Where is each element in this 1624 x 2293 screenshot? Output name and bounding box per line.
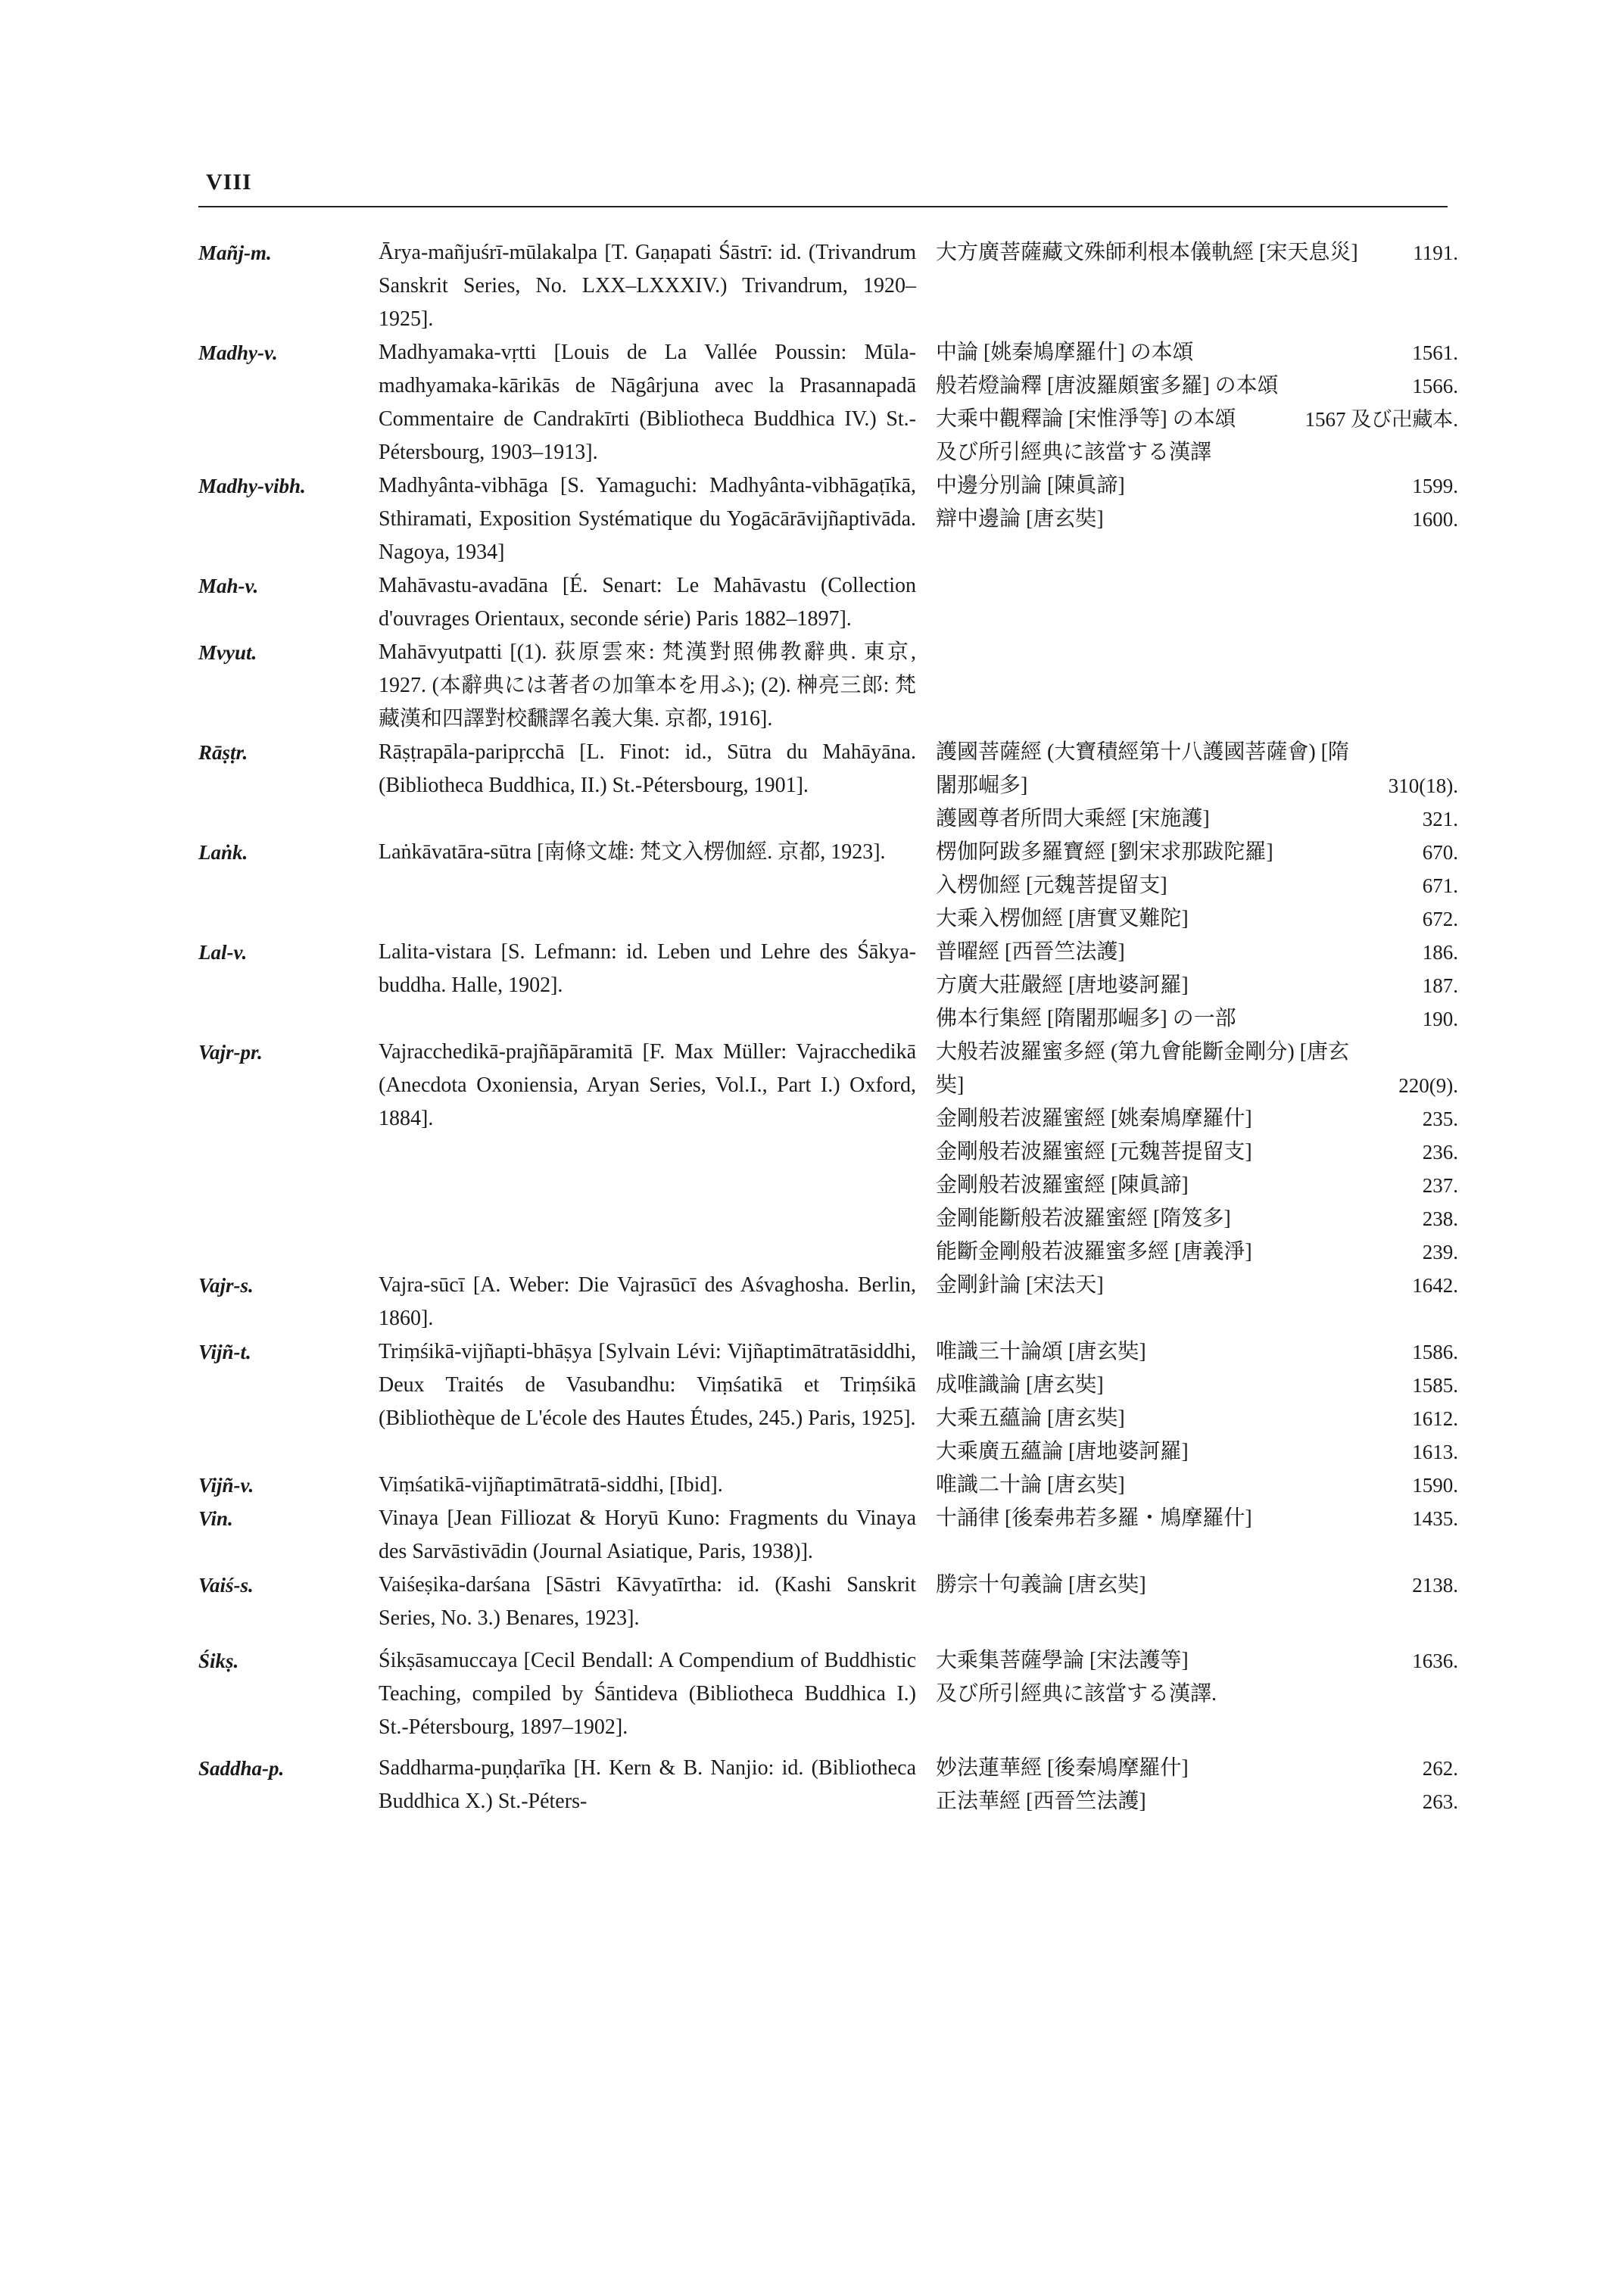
reference-number: 262. — [1422, 1757, 1458, 1780]
reference-item — [936, 1102, 1466, 1136]
entry-row — [0, 1335, 1624, 1469]
reference-item — [936, 1202, 1466, 1235]
reference-number: 238. — [1422, 1207, 1458, 1230]
entry-abbreviation: Lal-v. — [198, 941, 248, 964]
entry-abbreviation: Saddha-p. — [198, 1757, 285, 1780]
reference-number: 671. — [1422, 874, 1458, 897]
entry-description: Madhyânta-vibhāga [S. Yamaguchi: Madhyânta-vibhāgaṭīkā, Sthiramati, Exposition Systématique du Yogācārāvijñaptivāda. Nagoya, 1934] — [379, 474, 916, 564]
entry-description: Triṃśikā-vijñapti-bhāṣya [Sylvain Lévi: Vijñaptimātratāsiddhi, Deux Traités de Vasubandhu: Viṃśatikā et Triṃśikā (Bibliothèque de L'école des Hautes Études, 245.) Paris, 1925]. — [379, 1340, 916, 1430]
reference-title: 護國菩薩經 (大寶積經第十八護國菩薩會) [隋闍那崛多] — [936, 740, 1349, 797]
reference-number: 1435. — [1412, 1507, 1458, 1530]
reference-title: 楞伽阿跋多羅寶經 [劉宋求那跋陀羅] — [936, 840, 1273, 864]
reference-item — [936, 1136, 1466, 1169]
entry-references — [936, 1469, 1466, 1502]
reference-number: 2138. — [1412, 1574, 1458, 1597]
reference-number: 1561. — [1412, 341, 1458, 364]
reference-number: 190. — [1422, 1008, 1458, 1030]
entry-description: Śikṣāsamuccaya [Cecil Bendall: A Compendium of Buddhistic Teaching, compiled by Śāntideva (Bibliotheca Buddhica I.) St.-Pétersbourg, 1897–1902]. — [379, 1649, 916, 1739]
reference-item — [936, 336, 1466, 369]
entry-description: Rāṣṭrapāla-paripṛcchā [L. Finot: id., Sūtra du Mahāyāna. (Bibliotheca Buddhica, II.) St.-Pétersbourg, 1901]. — [379, 740, 916, 797]
reference-number: 1590. — [1412, 1474, 1458, 1497]
reference-title: 般若燈論釋 [唐波羅頗蜜多羅] の本頌 — [936, 374, 1279, 397]
entry-row — [0, 936, 1624, 1036]
reference-item — [936, 736, 1466, 802]
entry-row — [0, 336, 1624, 469]
entry-abbreviation: Vajr-s. — [198, 1274, 254, 1297]
entry-row — [0, 236, 1624, 336]
entry-references — [936, 736, 1466, 836]
entry-row — [0, 1752, 1624, 1818]
reference-item — [936, 902, 1466, 936]
reference-item — [936, 1469, 1466, 1502]
reference-item — [936, 1678, 1466, 1711]
reference-title: 大乘五蘊論 [唐玄奘] — [936, 1407, 1125, 1430]
entry-description: Vaiśeṣika-darśana [Sāstri Kāvyatīrtha: id. (Kashi Sanskrit Series, No. 3.) Benares, 1923]. — [379, 1573, 916, 1630]
entry-references — [936, 836, 1466, 936]
reference-title: 及び所引經典に該當する漢譯. — [936, 1682, 1217, 1706]
reference-item — [936, 1235, 1466, 1269]
reference-title: 唯識三十論頌 [唐玄奘] — [936, 1340, 1146, 1363]
reference-title: 方廣大莊嚴經 [唐地婆訶羅] — [936, 974, 1189, 997]
reference-number: 321. — [1422, 808, 1458, 830]
reference-item — [936, 836, 1466, 869]
entry-references — [936, 236, 1466, 269]
reference-item — [936, 236, 1466, 269]
entry-row — [0, 469, 1624, 569]
reference-number: 263. — [1422, 1790, 1458, 1813]
reference-title: 金剛般若波羅蜜經 [陳眞諦] — [936, 1173, 1189, 1197]
entry-description: Saddharma-puṇḍarīka [H. Kern & B. Nanjio: id. (Bibliotheca Buddhica X.) St.-Péters- — [379, 1756, 916, 1813]
reference-number: 1600. — [1412, 508, 1458, 531]
reference-item — [936, 469, 1466, 503]
reference-number: 1586. — [1412, 1341, 1458, 1363]
entry-abbreviation: Laṅk. — [198, 841, 248, 864]
entry-references — [936, 1569, 1466, 1602]
entry-abbreviation: Madhy-vibh. — [198, 475, 306, 497]
reference-number: 1567 及び卍藏本. — [1304, 408, 1458, 431]
reference-item — [936, 369, 1466, 403]
entry-abbreviation: Vaiś-s. — [198, 1574, 254, 1597]
entry-description: Mahāvyutpatti [(1). 荻原雲來: 梵漢對照佛教辭典. 東京, 1927. (本辭典には著者の加筆本を用ふ); (2). 榊亮三郎: 梵藏漢和四譯對校飜譯名義大集. 京都, 1916]. — [379, 640, 916, 731]
reference-title: 金剛能斷般若波羅蜜經 [隋笈多] — [936, 1207, 1231, 1230]
reference-number: 1566. — [1412, 375, 1458, 397]
entry-abbreviation: Mañj-m. — [198, 241, 272, 264]
reference-title: 唯識二十論 [唐玄奘] — [936, 1473, 1125, 1497]
reference-title: 勝宗十句義論 [唐玄奘] — [936, 1573, 1146, 1597]
reference-item — [936, 1335, 1466, 1369]
entry-abbreviation: Rāṣṭr. — [198, 741, 248, 764]
reference-title: 十誦律 [後秦弗若多羅・鳩摩羅什] — [936, 1506, 1252, 1530]
entry-description: Ārya-mañjuśrī-mūlakalpa [T. Gaṇapati Śāstrī: id. (Trivandrum Sanskrit Series, No. LXX–LXXXIV.) Trivandrum, 1920–1925]. — [379, 241, 916, 331]
reference-number: 1599. — [1412, 475, 1458, 497]
reference-number: 1642. — [1412, 1274, 1458, 1297]
entry-abbreviation: Śikṣ. — [198, 1650, 239, 1672]
entry-description: Vinaya [Jean Filliozat & Horyū Kuno: Fragments du Vinaya des Sarvāstivādin (Journal Asiatique, Paris, 1938)]. — [379, 1506, 916, 1563]
entry-references — [936, 469, 1466, 536]
entry-references — [936, 1752, 1466, 1818]
reference-number: 187. — [1422, 974, 1458, 997]
entry-row — [0, 1569, 1624, 1635]
reference-title: 正法華經 [西晉竺法護] — [936, 1790, 1146, 1813]
header-rule — [198, 206, 1448, 207]
entry-abbreviation: Vijñ-v. — [198, 1474, 254, 1497]
reference-item — [936, 1644, 1466, 1678]
reference-item — [936, 969, 1466, 1002]
reference-item — [936, 1502, 1466, 1535]
entry-row — [0, 1502, 1624, 1569]
reference-number: 670. — [1422, 841, 1458, 864]
reference-title: 大乘中觀釋論 [宋惟淨等] の本頌 — [936, 407, 1236, 431]
reference-number: 1636. — [1412, 1650, 1458, 1672]
entry-description: Mahāvastu-avadāna [É. Senart: Le Mahāvastu (Collection d'ouvrages Orientaux, seconde série) Paris 1882–1897]. — [379, 574, 916, 631]
reference-item — [936, 869, 1466, 902]
reference-title: 中邊分別論 [陳眞諦] — [936, 474, 1125, 497]
entry-abbreviation: Vijñ-t. — [198, 1341, 251, 1363]
reference-item — [936, 1785, 1466, 1818]
reference-number: 235. — [1422, 1108, 1458, 1130]
entry-abbreviation: Vin. — [198, 1507, 233, 1530]
reference-item — [936, 1369, 1466, 1402]
reference-number: 220(9). — [1398, 1074, 1458, 1097]
reference-item — [936, 436, 1466, 469]
reference-number: 1613. — [1412, 1441, 1458, 1463]
reference-number: 1585. — [1412, 1374, 1458, 1397]
entry-references — [936, 1644, 1466, 1711]
entry-references — [936, 936, 1466, 1036]
entry-references — [936, 1502, 1466, 1535]
reference-number: 672. — [1422, 908, 1458, 930]
abbreviation-list — [0, 236, 1624, 1818]
entry-description: Viṃśatikā-vijñaptimātratā-siddhi, [Ibid]. — [379, 1473, 723, 1497]
reference-title: 辯中邊論 [唐玄奘] — [936, 507, 1104, 531]
reference-title: 大乘入楞伽經 [唐實叉難陀] — [936, 907, 1189, 930]
entry-row — [0, 636, 1624, 736]
reference-title: 能斷金剛般若波羅蜜多經 [唐義淨] — [936, 1240, 1252, 1263]
entry-references — [936, 336, 1466, 469]
reference-title: 普曜經 [西晉竺法護] — [936, 940, 1125, 964]
reference-title: 金剛針論 [宋法天] — [936, 1273, 1104, 1297]
reference-title: 護國尊者所問大乘經 [宋施護] — [936, 807, 1210, 830]
reference-item — [936, 1569, 1466, 1602]
reference-item — [936, 1269, 1466, 1302]
reference-title: 及び所引經典に該當する漢譯 — [936, 441, 1212, 464]
entry-abbreviation: Mvyut. — [198, 641, 257, 664]
reference-number: 236. — [1422, 1141, 1458, 1164]
entry-abbreviation: Vajr-pr. — [198, 1041, 263, 1064]
entry-references — [936, 1269, 1466, 1302]
entry-references — [936, 1036, 1466, 1269]
entry-description: Lalita-vistara [S. Lefmann: id. Leben und Lehre des Śākya-buddha. Halle, 1902]. — [379, 940, 916, 997]
reference-item — [936, 1402, 1466, 1435]
reference-title: 成唯識論 [唐玄奘] — [936, 1373, 1104, 1397]
entry-row — [0, 1269, 1624, 1335]
reference-item — [936, 403, 1466, 436]
entry-abbreviation: Mah-v. — [198, 575, 259, 597]
reference-number: 1191. — [1413, 241, 1458, 264]
reference-number: 310(18). — [1388, 774, 1458, 797]
reference-item — [936, 1002, 1466, 1036]
entry-description: Laṅkāvatāra-sūtra [南條文雄: 梵文入楞伽經. 京都, 1923]. — [379, 840, 886, 864]
reference-title: 妙法蓮華經 [後秦鳩摩羅什] — [936, 1756, 1189, 1780]
reference-title: 金剛般若波羅蜜經 [元魏菩提留支] — [936, 1140, 1252, 1164]
entry-row — [0, 1644, 1624, 1744]
reference-title: 大乘廣五蘊論 [唐地婆訶羅] — [936, 1440, 1189, 1463]
reference-item — [936, 1435, 1466, 1469]
entry-references — [936, 1335, 1466, 1469]
reference-title: 佛本行集經 [隋闍那崛多] の一部 — [936, 1007, 1236, 1030]
reference-number: 186. — [1422, 941, 1458, 964]
reference-item — [936, 802, 1466, 836]
reference-number: 239. — [1422, 1241, 1458, 1263]
page-number: VIII — [206, 170, 252, 195]
reference-title: 中論 [姚秦鳩摩羅什] の本頌 — [936, 341, 1194, 364]
entry-abbreviation: Madhy-v. — [198, 341, 278, 364]
entry-row — [0, 1036, 1624, 1269]
reference-item — [936, 503, 1466, 536]
entry-row — [0, 836, 1624, 936]
entry-row — [0, 569, 1624, 636]
reference-number: 1612. — [1412, 1407, 1458, 1430]
reference-item — [936, 1169, 1466, 1202]
reference-title: 大般若波羅蜜多經 (第九會能斷金剛分) [唐玄奘] — [936, 1040, 1349, 1097]
entry-description: Vajra-sūcī [A. Weber: Die Vajrasūcī des Aśvaghosha. Berlin, 1860]. — [379, 1273, 916, 1330]
entry-row — [0, 1469, 1624, 1502]
entry-description: Vajracchedikā-prajñāpāramitā [F. Max Müller: Vajracchedikā (Anecdota Oxoniensia, Aryan Series, Vol.I., Part I.) Oxford, 1884]. — [379, 1040, 916, 1130]
reference-item — [936, 936, 1466, 969]
reference-number: 237. — [1422, 1174, 1458, 1197]
reference-title: 大乘集菩薩學論 [宋法護等] — [936, 1649, 1189, 1672]
entry-description: Madhyamaka-vṛtti [Louis de La Vallée Poussin: Mūla-madhyamaka-kārikās de Nāgârjuna avec la Prasannapadā Commentaire de Candrakīrti (Bibliotheca Buddhica IV.) St.-Pétersbourg, 1903–1913]. — [379, 341, 916, 464]
reference-title: 大方廣菩薩藏文殊師利根本儀軌經 [宋天息災] — [936, 241, 1358, 264]
entry-row — [0, 736, 1624, 836]
reference-title: 金剛般若波羅蜜經 [姚秦鳩摩羅什] — [936, 1107, 1252, 1130]
reference-item — [936, 1036, 1466, 1102]
reference-item — [936, 1752, 1466, 1785]
reference-title: 入楞伽經 [元魏菩提留支] — [936, 874, 1167, 897]
